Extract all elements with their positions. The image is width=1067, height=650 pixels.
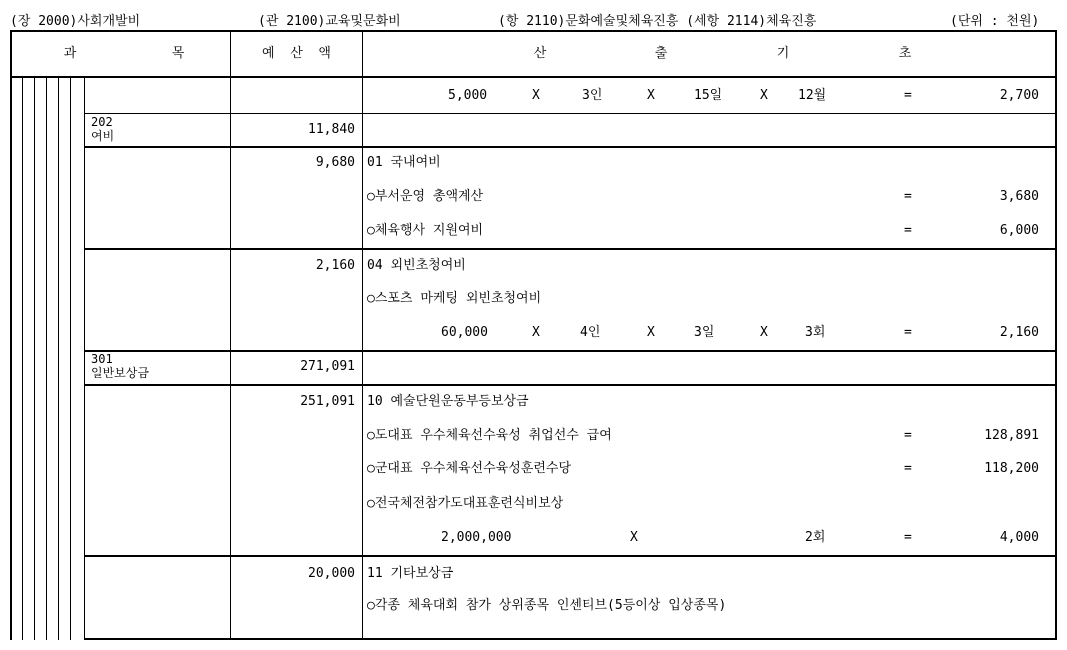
budget-amount: 11,840	[308, 122, 355, 137]
budget-amount: 9,680	[315, 155, 355, 170]
header-basis-3: 기	[776, 46, 790, 61]
hierarchy-line-3	[46, 77, 47, 640]
category-code: 301	[91, 352, 113, 366]
equals-sign: =	[904, 88, 912, 103]
header-budget: 예 산 액	[262, 46, 331, 61]
calc-part: X	[630, 530, 638, 545]
equals-sign: =	[904, 189, 912, 204]
amount: 6,000	[999, 223, 1039, 238]
calc-part: 3일	[694, 325, 715, 340]
calc-part: X	[647, 88, 655, 103]
calc-part: 2회	[805, 530, 826, 545]
basis-line: ○부서운영 총액계산	[367, 189, 484, 204]
item-title: 10 예술단원운동부등보상금	[367, 394, 529, 409]
budget-amount: 2,160	[315, 258, 355, 273]
row-divider	[84, 113, 1057, 114]
row-divider	[84, 248, 1057, 250]
calc-part: 4인	[580, 325, 601, 340]
equals-sign: =	[904, 530, 912, 545]
equals-sign: =	[904, 461, 912, 476]
hierarchy-line-2	[34, 77, 35, 640]
row-divider	[84, 384, 1057, 386]
basis-line: ○군대표 우수체육선수육성훈련수당	[367, 461, 572, 476]
calc-part: 15일	[694, 88, 723, 103]
column-divider-budget	[362, 30, 363, 640]
category-name: 여비	[91, 129, 115, 143]
calc-part: 5,000	[448, 88, 488, 103]
basis-line: ○체육행사 지원여비	[367, 223, 484, 238]
basis-line: ○전국체전참가도대표훈련식비보상	[367, 496, 564, 511]
equals-sign: =	[904, 223, 912, 238]
equals-sign: =	[904, 325, 912, 340]
unit-label: (단위 : 천원)	[950, 14, 1040, 29]
amount: 118,200	[984, 461, 1039, 476]
hierarchy-line-4	[58, 77, 59, 640]
calc-part: X	[760, 88, 768, 103]
header-basis-1: 산	[533, 46, 547, 61]
calc-part: 12월	[798, 88, 827, 103]
header-subject-right: 목	[171, 46, 185, 61]
calc-part: 60,000	[441, 325, 488, 340]
gwan-heading: (관 2100)교육및문화비	[258, 14, 401, 29]
calc-part: 3회	[805, 325, 826, 340]
calc-part: 2,000,000	[441, 530, 512, 545]
amount: 128,891	[984, 428, 1039, 443]
amount: 3,680	[999, 189, 1039, 204]
jang-heading: (장 2000)사회개발비	[10, 14, 141, 29]
hang-heading: (항 2110)문화예술및체육진흥 (세항 2114)체육진흥	[498, 14, 817, 29]
basis-line: ○스포츠 마케팅 외빈초청여비	[367, 291, 542, 306]
header-basis-2: 출	[654, 46, 668, 61]
calc-part: X	[532, 325, 540, 340]
hierarchy-line-1	[22, 77, 23, 640]
amount: 2,700	[999, 88, 1039, 103]
row-divider	[84, 555, 1057, 557]
calc-part: 3인	[582, 88, 603, 103]
row-divider	[84, 350, 1057, 352]
calc-part: X	[647, 325, 655, 340]
table-border-right	[1055, 30, 1057, 640]
category-code: 202	[91, 115, 113, 129]
basis-line: ○각종 체육대회 참가 상위종목 인센티브(5등이상 입상종목)	[367, 598, 727, 613]
item-title: 11 기타보상금	[367, 566, 454, 581]
category-name: 일반보상금	[91, 366, 149, 380]
header-divider	[10, 76, 1057, 78]
budget-amount: 271,091	[300, 359, 355, 374]
header-basis-4: 초	[898, 46, 912, 61]
table-border-left	[10, 30, 12, 640]
equals-sign: =	[904, 428, 912, 443]
amount: 2,160	[999, 325, 1039, 340]
hierarchy-line-5	[70, 77, 71, 640]
header-subject-left: 과	[63, 46, 77, 61]
calc-part: X	[532, 88, 540, 103]
column-divider-subject	[230, 30, 231, 640]
calc-part: X	[760, 325, 768, 340]
basis-line: ○도대표 우수체육선수육성 취업선수 급여	[367, 428, 612, 443]
item-title: 04 외빈초청여비	[367, 258, 466, 273]
row-divider	[84, 146, 1057, 148]
budget-amount: 20,000	[308, 566, 355, 581]
budget-amount: 251,091	[300, 394, 355, 409]
item-title: 01 국내여비	[367, 155, 441, 170]
amount: 4,000	[999, 530, 1039, 545]
